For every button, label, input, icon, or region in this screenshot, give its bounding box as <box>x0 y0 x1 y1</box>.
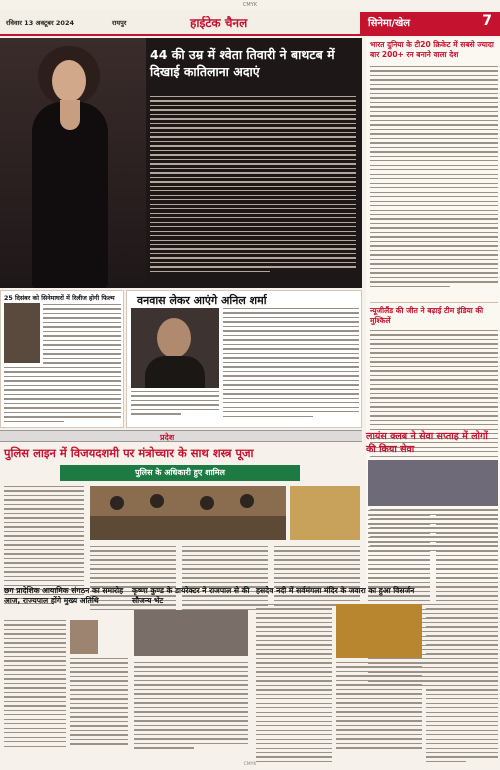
police-subheading-text: पुलिस के अधिकारी हुए शामिल <box>135 468 225 477</box>
bottom-story-1-col2 <box>70 658 128 748</box>
police-photo-1 <box>90 486 286 540</box>
lead-story-shweta <box>0 38 362 288</box>
anil-body-text <box>223 308 359 420</box>
film-headline: 25 दिसंबर को सिनेमाघरों में रिलीज होगी फिल्म <box>4 295 115 302</box>
bottom-story-1-photo <box>70 620 98 654</box>
issue-date: रविवार 13 अक्टूबर 2024 <box>6 19 74 27</box>
lead-body-text <box>150 96 356 275</box>
lions-photo <box>368 460 498 506</box>
page-number: 7 <box>482 13 492 29</box>
photo-caption <box>131 391 219 418</box>
section-tab <box>360 12 500 34</box>
bottom-story-1-col1 <box>4 620 66 750</box>
bottom-story-2-photo <box>134 610 248 656</box>
police-subheading <box>60 465 300 481</box>
pradesh-label: प्रदेश <box>160 433 175 442</box>
bottom-story-3-headline: हसदेव नदी में सर्वमंगला मंदिर के जवारा का हुआ विसर्जन <box>256 586 415 595</box>
page-header <box>0 10 500 36</box>
cricket-headline: भारत दुनिया के टी20 क्रिकेट में सबसे ज्यादा बार 200+ रन बनाने वाला देश <box>370 40 494 59</box>
bottom-story-3-col1 <box>256 604 332 765</box>
anil-sharma-story <box>126 290 362 428</box>
bottom-story-2-body <box>134 662 248 752</box>
director-photo <box>131 308 219 388</box>
anil-headline: वनवास लेकर आएंगे अनिल शर्मा <box>137 294 267 307</box>
cmyk-registration-top: CMYK <box>242 2 258 8</box>
film-poster-photo <box>4 303 40 363</box>
section-band-pradesh <box>0 430 362 442</box>
bottom-story-2-headline: कृष्णा कुण्ड के डायरेक्टर ने राजपाल से की सौजन्य भेंट <box>132 586 250 605</box>
baby-john-story <box>0 290 124 428</box>
bottom-story-3-col3 <box>426 604 498 765</box>
lions-club-headline: लायंस क्लब ने सेवा सप्ताह में लोगों की किया सेवा <box>366 431 488 455</box>
side-divider <box>370 302 498 303</box>
bottom-story-3-col2 <box>336 662 422 752</box>
police-headline: पुलिस लाइन में विजयदशमी पर मंत्रोच्चार के साथ शस्त्र पूजा <box>4 446 254 460</box>
newspaper-brand: हाईटेक चैनल <box>190 16 248 30</box>
actress-photo <box>0 38 146 288</box>
cricket-body-text <box>370 66 498 290</box>
film-body-top <box>43 304 121 367</box>
bottom-story-3-photo <box>336 604 422 658</box>
bottom-story-1-headline: छग प्रादेशिक आयामिक संगठन का समारोह आज, राज्यपाल होंगे मुख्य अतिथि <box>4 586 124 605</box>
lead-headline: 44 की उम्र में श्वेता तिवारी ने बाथटब में दिखाई कातिलाना अदाएं <box>150 47 335 79</box>
edition-city: रायपुर <box>112 19 127 27</box>
section-label: सिनेमा/खेल <box>368 18 411 29</box>
police-photo-2 <box>290 486 360 540</box>
cmyk-registration-bottom: CMYK <box>243 762 257 767</box>
nz-headline: न्यूजीलैंड की जीत ने बढ़ाई टीम इंडिया की मुश्किलें <box>370 306 484 325</box>
film-body-bottom <box>4 367 121 425</box>
